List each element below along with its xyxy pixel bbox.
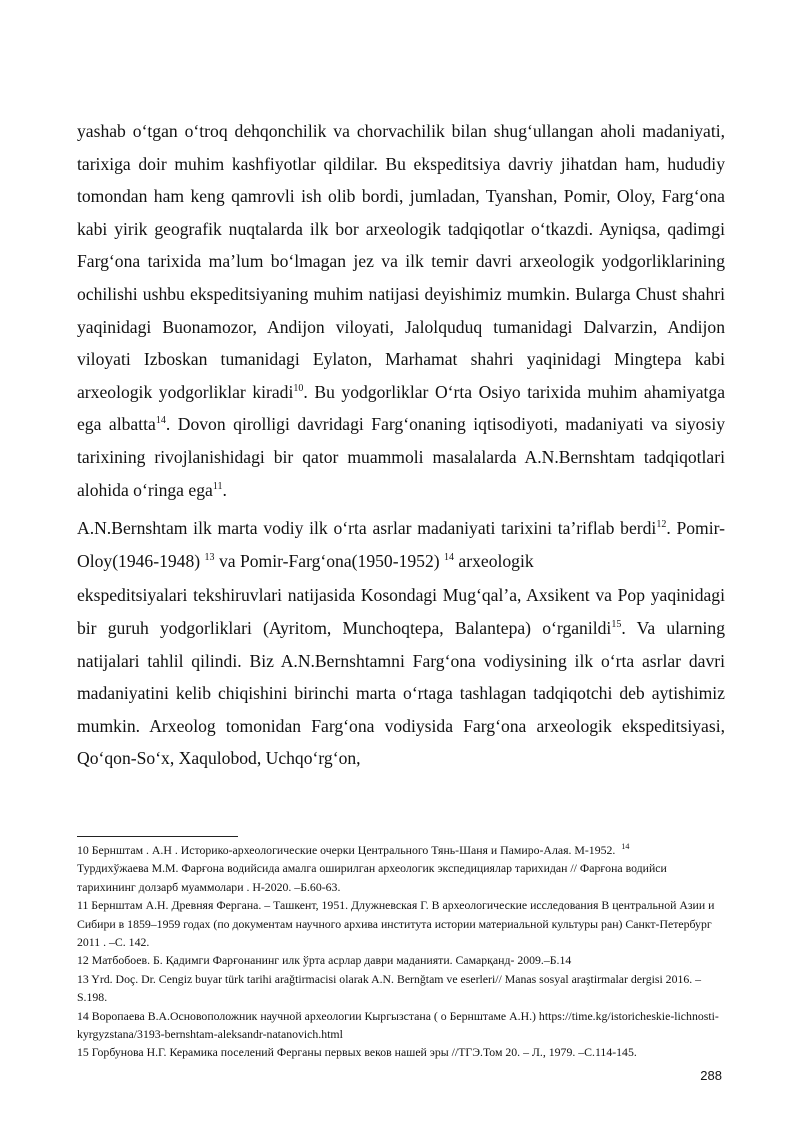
footnote-10 [77, 841, 725, 859]
paragraph-text: va Pomir-Farg‘ona(1950-1952) [214, 550, 445, 571]
footnote-15: 15 Горбунова Н.Г. Керамика поселений Ферганы первых веков нашей эры //ТГЭ.Том 20. – Л., 1979. –С.114-145. [77, 1045, 637, 1060]
paragraph-3 [77, 579, 725, 775]
paragraph-text: . Pomir-Oloy(1946-1948) [77, 518, 725, 571]
paragraph-2 [77, 512, 725, 577]
paragraph-text: yashab o‘tgan o‘troq dehqonchilik va chorvachilik bilan shug‘ullangan aholi madaniyati, tarixiga doir muhim kashfiyotlar qildilar. Bu ekspeditsiya davriy jihatdan ham, hududiy tomondan ham keng qamrovli ish olib bordi, jumladan, Tyanshan, Pomir, Oloy, Farg‘ona kabi yirik geografik nuqtalarda ilk bor arxeologik tadqiqotlar o‘tkazdi. Ayniqsa, qadimgi Farg‘ona tarixida ma’lum bo‘lmagan jez va ilk temir davri arxeologik yodgorliklarining ochilishi ushbu ekspeditsiyaning muhim natijasi deyishimiz mumkin. Bularga Chust shahri yaqinidagi Buonamozor, Andijon viloyati, Jalolquduq tumanidagi Dalvarzin, Andijon viloyati Izboskan tumanidagi Eylaton, Marhamat shahri yaqinidagi Mingtepa kabi arxeologik yodgorliklar kiradi [77, 121, 725, 402]
main-text [77, 115, 725, 775]
footnote-ref: 12 [656, 519, 667, 531]
footnote-13: 13 Yrd. Doç. Dr. Cengiz buyar türk tarihi araǧtirmacisi olarak A.N. Bernǧtam ve eserleri// Manas sosyal araştirmalar dergisi 2016. –S.198. [77, 971, 702, 1005]
footnote-ref: 14 [444, 551, 455, 563]
paragraph-text: A.N.Bernshtam ilk marta vodiy ilk o‘rta asrlar madaniyati tarixini ta’riflab berdi [77, 518, 657, 539]
paragraph-text: arxeologik [454, 550, 534, 571]
footnote-separator [77, 836, 238, 837]
footnote-ref: 13 [204, 551, 215, 563]
footnote-ref: 14 [155, 415, 166, 427]
footnote-ref: 15 [611, 619, 622, 631]
footnote-ref: 10 [293, 382, 304, 394]
footnote-ref: 11 [212, 480, 223, 492]
paragraph-text: ekspeditsiyalari tekshiruvlari natijasida Kosondagi Mug‘qal’a, Axsikent va Pop yaqinidagi bir guruh yodgorliklari (Ayritom, Munchoqtepa, Balantepa) o‘rganildi [77, 585, 725, 638]
footnote-11: 11 Бернштам А.Н. Древняя Фергана. – Ташкент, 1951. Длужневская Г. В археологические исследования В центральной Азии и Сибири в 1859–1959 годах (по документам научного архива института истории материальной культуры ран) Санкт-Петербург 2011 . –С. 142. [77, 898, 715, 950]
footnotes [77, 841, 725, 1062]
paragraph-text: . Bu yodgorliklar O‘rta Osiyo tarixida muhim ahamiyatga ega albatta [77, 381, 726, 435]
page-number: 288 [700, 1068, 722, 1083]
footnote-14: Турдихўжаева М.М. Фарғона водийсида амалга оширилган археологик экспедициялар тарихидан // Фарғона водийси тарихининг долзарб муаммолари . Н-2020. –Б.60-63. [77, 861, 667, 894]
paragraph-1 [77, 115, 725, 506]
paragraph-text: . Va ularning natijalari tahlil qilindi. Biz A.N.Bernshtamni Farg‘ona vodiysining ilk o‘rta asrlar davri madaniyatini kelib chiqishini birinchi marta o‘rtaga tashlagan tadqiqotchi deb aytishimiz mumkin. Arxeolog tomonidan Farg‘ona vodiysida Farg‘ona arxeologik ekspeditsiyasi, Qo‘qon-So‘x, Xaqulobod, Uchqo‘rg‘on, [77, 617, 725, 769]
paragraph-text: . Dovon qirolligi davridagi Farg‘onaning iqtisodiyoti, madaniyati va siyosiy tarixining rivojlanishidagi bir qator muammoli masalalarda A.N.Bernshtam tadqiqotlari alohida o‘ringa ega [77, 414, 726, 500]
footnote-ref: 14 [621, 842, 630, 852]
footnote-text: 10 Бернштам . А.Н . Историко-археологические очерки Центрального Тянь-Шаня и Памиро-Алая. М-1952. [77, 843, 616, 857]
paragraph-text: . [222, 479, 227, 500]
footnote-12: 12 Матбобоев. Б. Қадимги Фарғонанинг илк ўрта асрлар даври маданияти. Самарқанд- 2009.–Б.14 [77, 953, 572, 968]
footnote-14b: 14 Воропаева В.А.Основоположник научной археологии Кыргызстана ( о Бернштаме А.Н.) https://time.kg/istoricheskie-lichnosti-kyrgyzstana/3193-bernshtam-aleksandr-natanovich.html [77, 1008, 719, 1042]
